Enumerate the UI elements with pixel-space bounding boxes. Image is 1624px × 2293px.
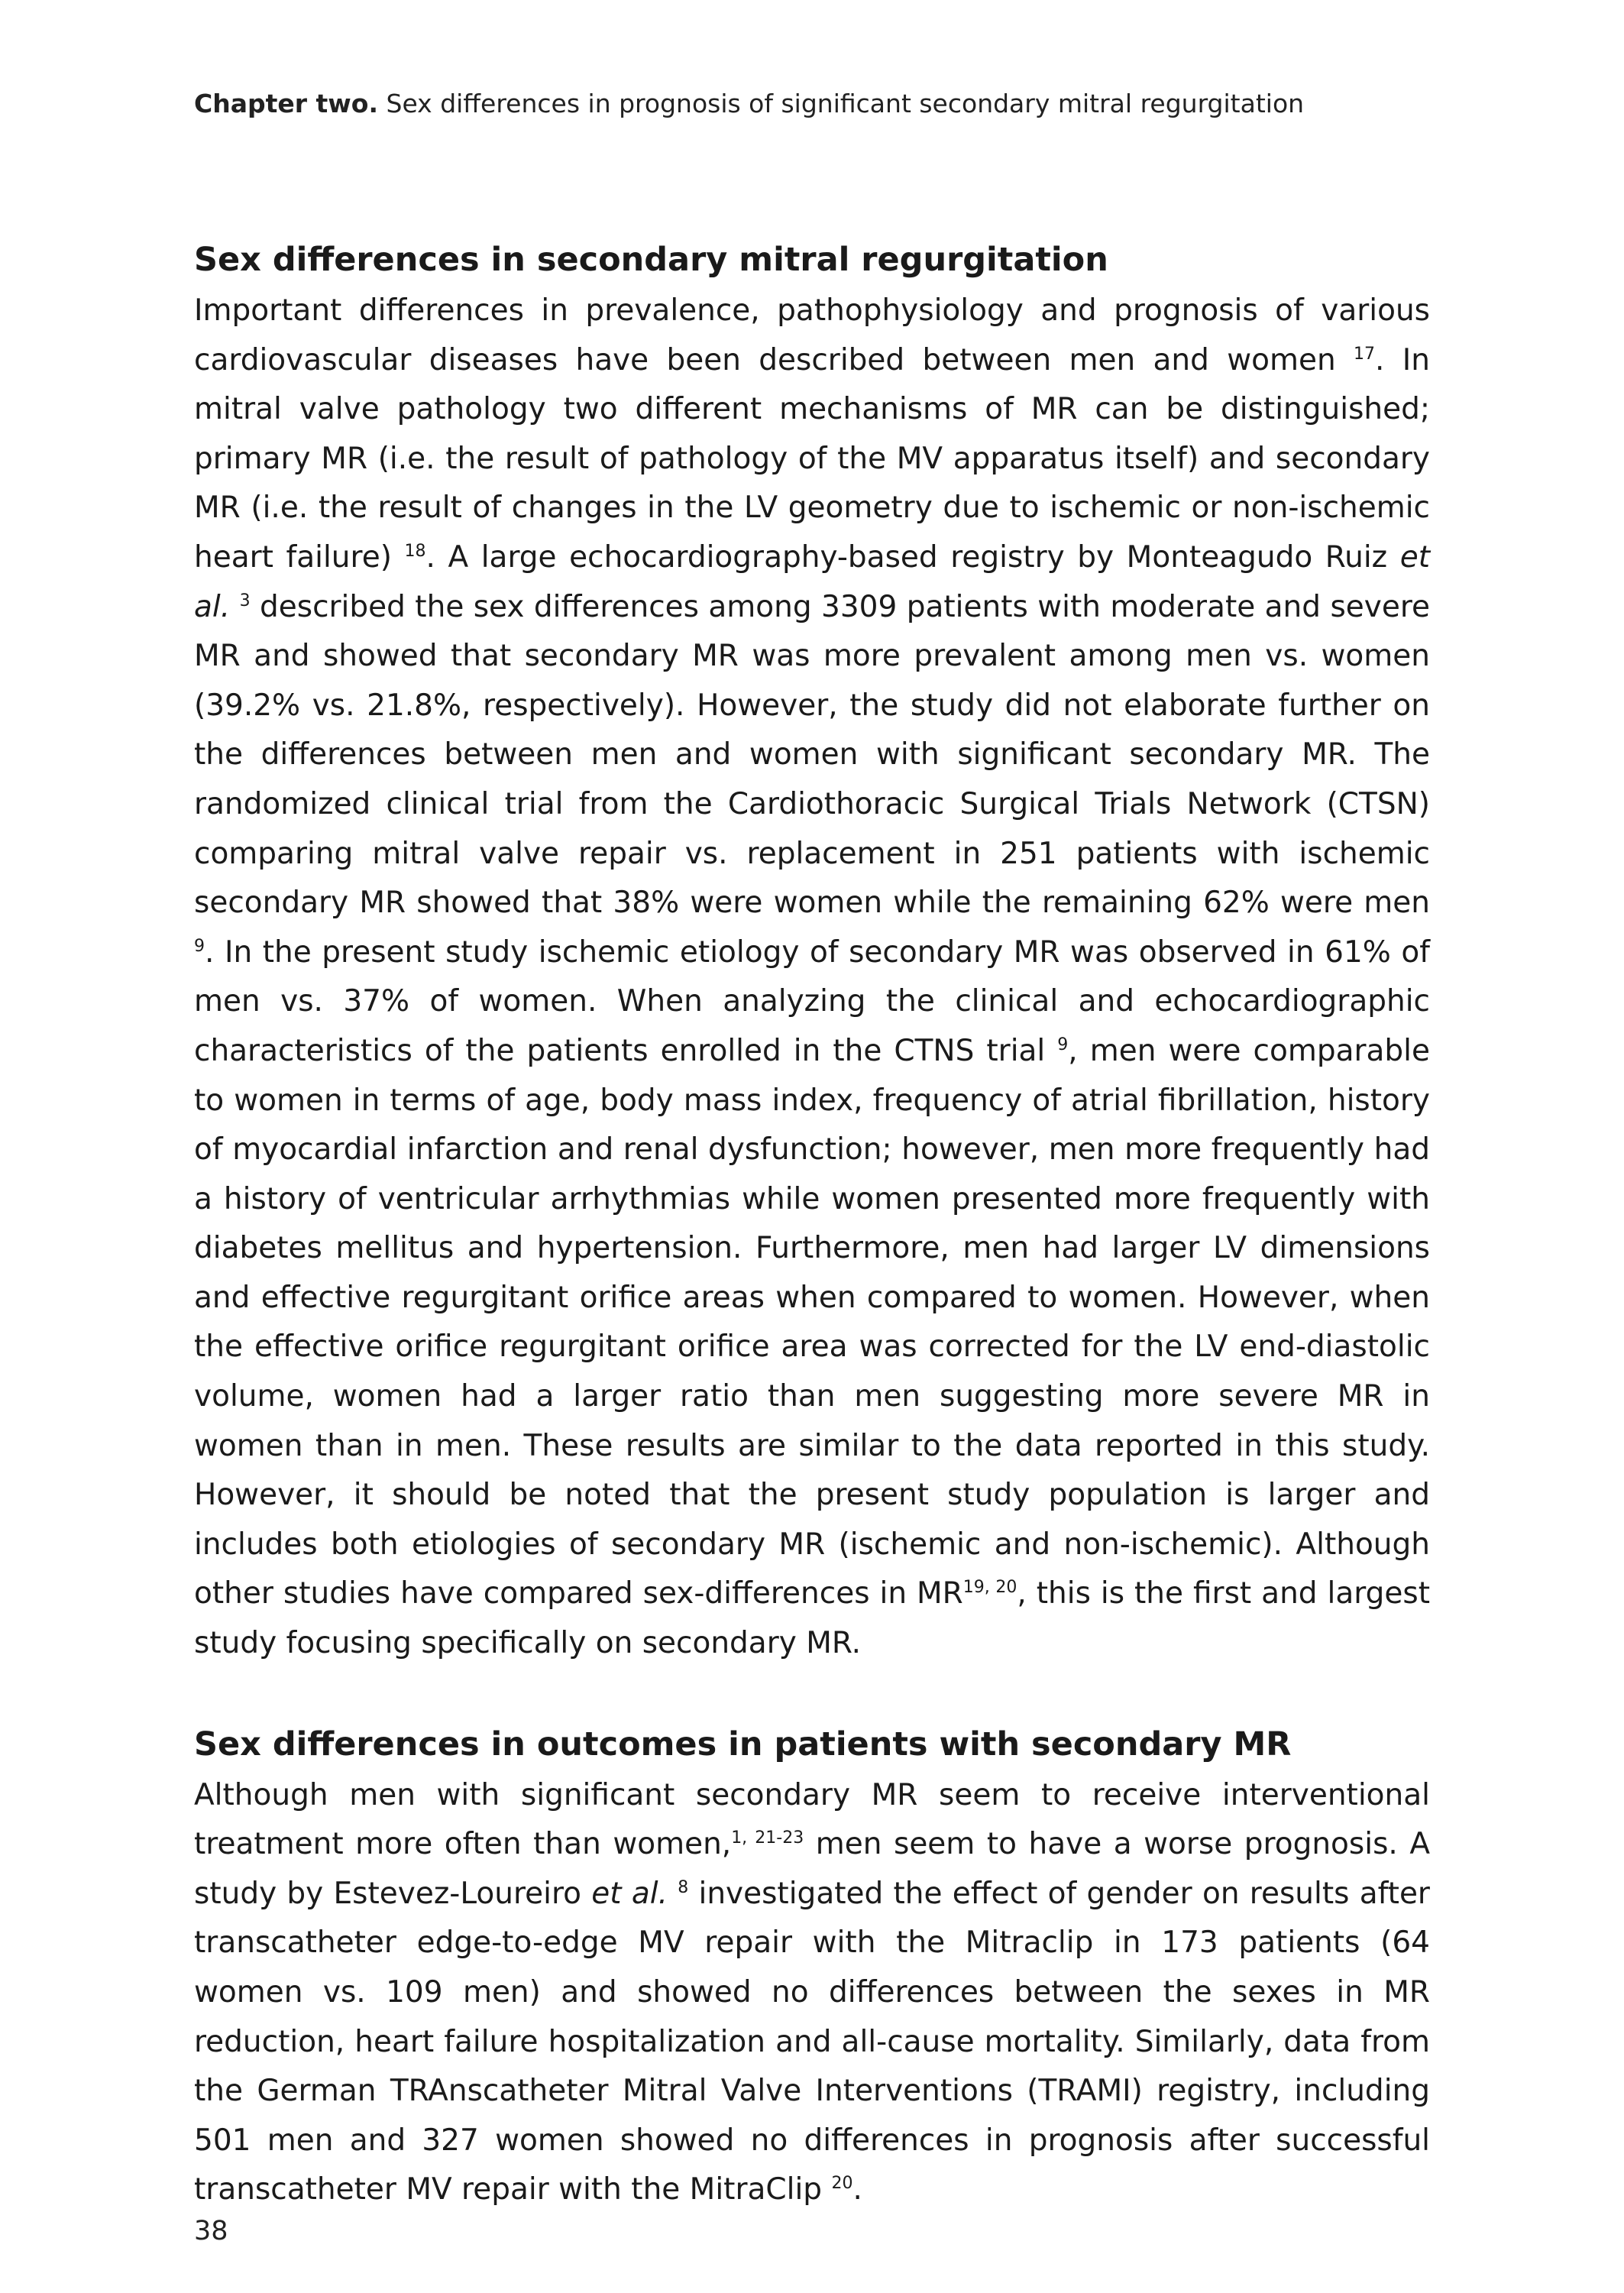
- text-run: , this is the first and largest study focusing specifically on secondary MR.: [194, 1576, 1430, 1661]
- citation-ref: 18: [404, 541, 426, 561]
- body-paragraph: [194, 1771, 1430, 2215]
- citation-ref: 17: [1354, 344, 1376, 364]
- citation-ref: 19, 20: [962, 1578, 1017, 1598]
- text-run: .: [852, 2172, 862, 2207]
- text-run: . In mitral valve pathology two different mechanisms of MR can be distinguished; primary MR (i.e. the result of pathology of the MV apparatus itself) and secondary MR (i.e. the result of changes in the LV geometry due to ischemic or non-ischemic heart failure): [194, 342, 1430, 575]
- section-sex-differences-outcomes: [194, 1718, 1430, 2215]
- citation-ref: 8: [678, 1877, 689, 1897]
- text-run: described the sex differences among 3309 patients with moderate and severe MR and showed that secondary MR was more prevalent among men vs. women (39.2% vs. 21.8%, respectively). However, the study did not elaborate further on the differences between men and women with significant secondary MR. The randomized clinical trial from the Cardiothoracic Surgical Trials Network (CTSN) comparing mitral valve repair vs. replacement in 251 patients with ischemic secondary MR showed that 38% were women while the remaining 62% were men: [194, 589, 1431, 921]
- text-run: [230, 590, 239, 624]
- citation-ref: 20: [831, 2174, 853, 2194]
- citation-ref: 9: [194, 936, 205, 956]
- text-run: , men were comparable to women in terms of age, body mass index, frequency of atrial fibrillation, history of myocardial infarction and renal dysfunction; however, men more frequently had a history of ventricular arrhythmias while women presented more frequently with diabetes mellitus and hypertension. Furthermore, men had larger LV dimensions and effective regurgitant orifice areas when compared to women. However, when the effective orifice regurgitant orifice area was corrected for the LV end-diastolic volume, women had a larger ratio than men suggesting more severe MR in women than in men. These results are similar to the data reported in this study. However, it should be noted that the present study population is larger and includes both etiologies of secondary MR (ischemic and non-ischemic). Although other studies have compared sex-differences in MR: [194, 1033, 1430, 1611]
- chapter-title: Sex differences in prognosis of significant secondary mitral regurgitation: [386, 89, 1305, 118]
- body-paragraph: [194, 287, 1430, 1669]
- page-body: [194, 233, 1430, 2215]
- section-heading: Sex differences in secondary mitral regurgitation: [194, 241, 1108, 279]
- chapter-label: Chapter two.: [194, 89, 378, 118]
- page-number: 38: [194, 2216, 228, 2246]
- italic-text: et al.: [194, 539, 1431, 624]
- citation-ref: 9: [1057, 1035, 1069, 1054]
- text-run: [668, 1877, 678, 1911]
- text-run: Important differences in prevalence, pathophysiology and prognosis of various cardiovascular diseases have been described between men and women: [194, 293, 1430, 377]
- text-run: . A large echocardiography-based registry by Monteagudo Ruiz: [425, 539, 1400, 575]
- italic-text: et al.: [591, 1876, 668, 1911]
- running-header: [194, 89, 1304, 119]
- citation-ref: 3: [239, 591, 251, 610]
- text-run: Although men with significant secondary MR seem to receive interventional treatment more often than women,: [194, 1777, 1430, 1862]
- text-run: investigated the effect of gender on results after transcatheter edge-to-edge MV repair with the Mitraclip in 173 patients (64 women vs. 109 men) and showed no differences between the sexes in MR reduction, heart failure hospitalization and all-cause mortality. Similarly, data from the German TRAnscatheter Mitral Valve Interventions (TRAMI) registry, including 501 men and 327 women showed no differences in prognosis after successful transcatheter MV repair with the MitraClip: [194, 1876, 1430, 2207]
- text-run: . In the present study ischemic etiology of secondary MR was observed in 61% of men vs. 37% of women. When analyzing the clinical and echocardiographic characteristics of the patients enrolled in the CTNS trial: [194, 934, 1430, 1068]
- text-run: men seem to have a worse prognosis. A study by Estevez-Loureiro: [194, 1827, 1430, 1911]
- section-sex-differences-secondary-mr: [194, 233, 1430, 1669]
- citation-ref: 1, 21-23: [731, 1828, 804, 1848]
- section-heading: Sex differences in outcomes in patients with secondary MR: [194, 1725, 1292, 1763]
